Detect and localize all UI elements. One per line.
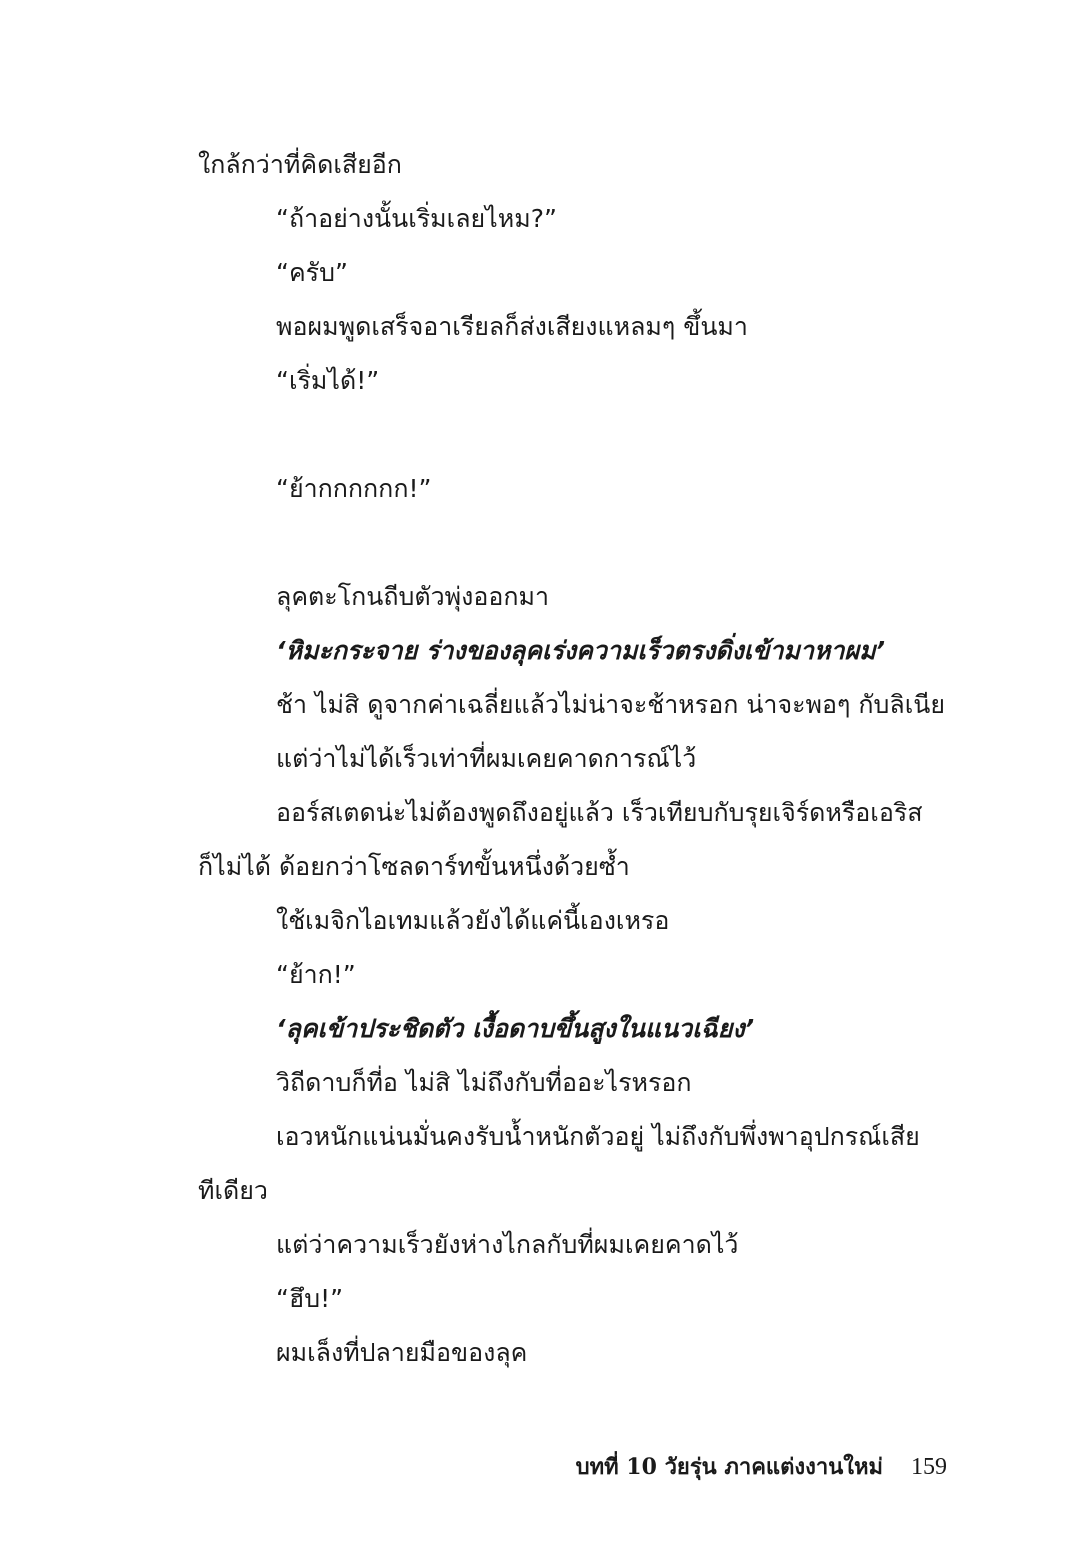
paragraph-line: ผมเล็งที่ปลายมือของลุค xyxy=(276,1338,528,1367)
dialogue-line: “ฮึบ!” xyxy=(276,1284,344,1313)
page-number: 159 xyxy=(911,1454,947,1480)
page-footer xyxy=(576,1449,947,1484)
paragraph-line: ใกล้กว่าที่คิดเสียอีก xyxy=(198,150,402,179)
paragraph-line: ช้า ไม่สิ ดูจากค่าเฉลี่ยแล้วไม่น่าจะช้าหรอก น่าจะพอๆ กับลิเนีย xyxy=(276,690,945,719)
body-text xyxy=(198,138,958,1380)
paragraph-line: เอวหนักแน่นมั่นคงรับน้ำหนักตัวอยู่ ไม่ถึงกับพึ่งพาอุปกรณ์เสีย xyxy=(276,1122,920,1151)
running-footer-chapter: บทที่ 10 วัยรุ่น ภาคแต่งงานใหม่ xyxy=(575,1454,883,1480)
paragraph-line: ออร์สเตดน่ะไม่ต้องพูดถึงอยู่แล้ว เร็วเทียบกับรุยเจิร์ดหรือเอริส xyxy=(276,798,923,827)
emphasized-line: ‘ลุคเข้าประชิดตัว เงื้อดาบขึ้นสูงในแนวเฉียง’ xyxy=(276,1014,755,1043)
dialogue-line: “ย้าก!” xyxy=(276,960,356,989)
paragraph-line: แต่ว่าไม่ได้เร็วเท่าที่ผมเคยคาดการณ์ไว้ xyxy=(276,744,697,773)
paragraph-line: วิถีดาบก็ที่อ ไม่สิ ไม่ถึงกับที่ออะไรหรอก xyxy=(276,1068,692,1097)
paragraph-line: แต่ว่าความเร็วยังห่างไกลกับที่ผมเคยคาดไว้ xyxy=(276,1230,739,1259)
spacer xyxy=(198,408,958,462)
emphasized-line: ‘หิมะกระจาย ร่างของลุคเร่งความเร็วตรงดิ่งเข้ามาหาผม’ xyxy=(276,636,886,665)
dialogue-line: “ย้ากกกกกก!” xyxy=(276,474,432,503)
paragraph-line: ทีเดียว xyxy=(198,1176,268,1205)
paragraph-line: ใช้เมจิกไอเทมแล้วยังได้แค่นี้เองเหรอ xyxy=(276,906,670,935)
paragraph-line: พอผมพูดเสร็จอาเรียลก็ส่งเสียงแหลมๆ ขึ้นมา xyxy=(276,312,748,341)
dialogue-line: “ถ้าอย่างนั้นเริ่มเลยไหม?” xyxy=(276,204,557,233)
paragraph-line: ลุคตะโกนถีบตัวพุ่งออกมา xyxy=(276,582,550,611)
dialogue-line: “ครับ” xyxy=(276,258,348,287)
paragraph-line: ก็ไม่ได้ ด้อยกว่าโซลดาร์ทขั้นหนึ่งด้วยซ้ำ xyxy=(198,852,630,881)
dialogue-line: “เริ่มได้!” xyxy=(276,366,380,395)
spacer xyxy=(198,516,958,570)
